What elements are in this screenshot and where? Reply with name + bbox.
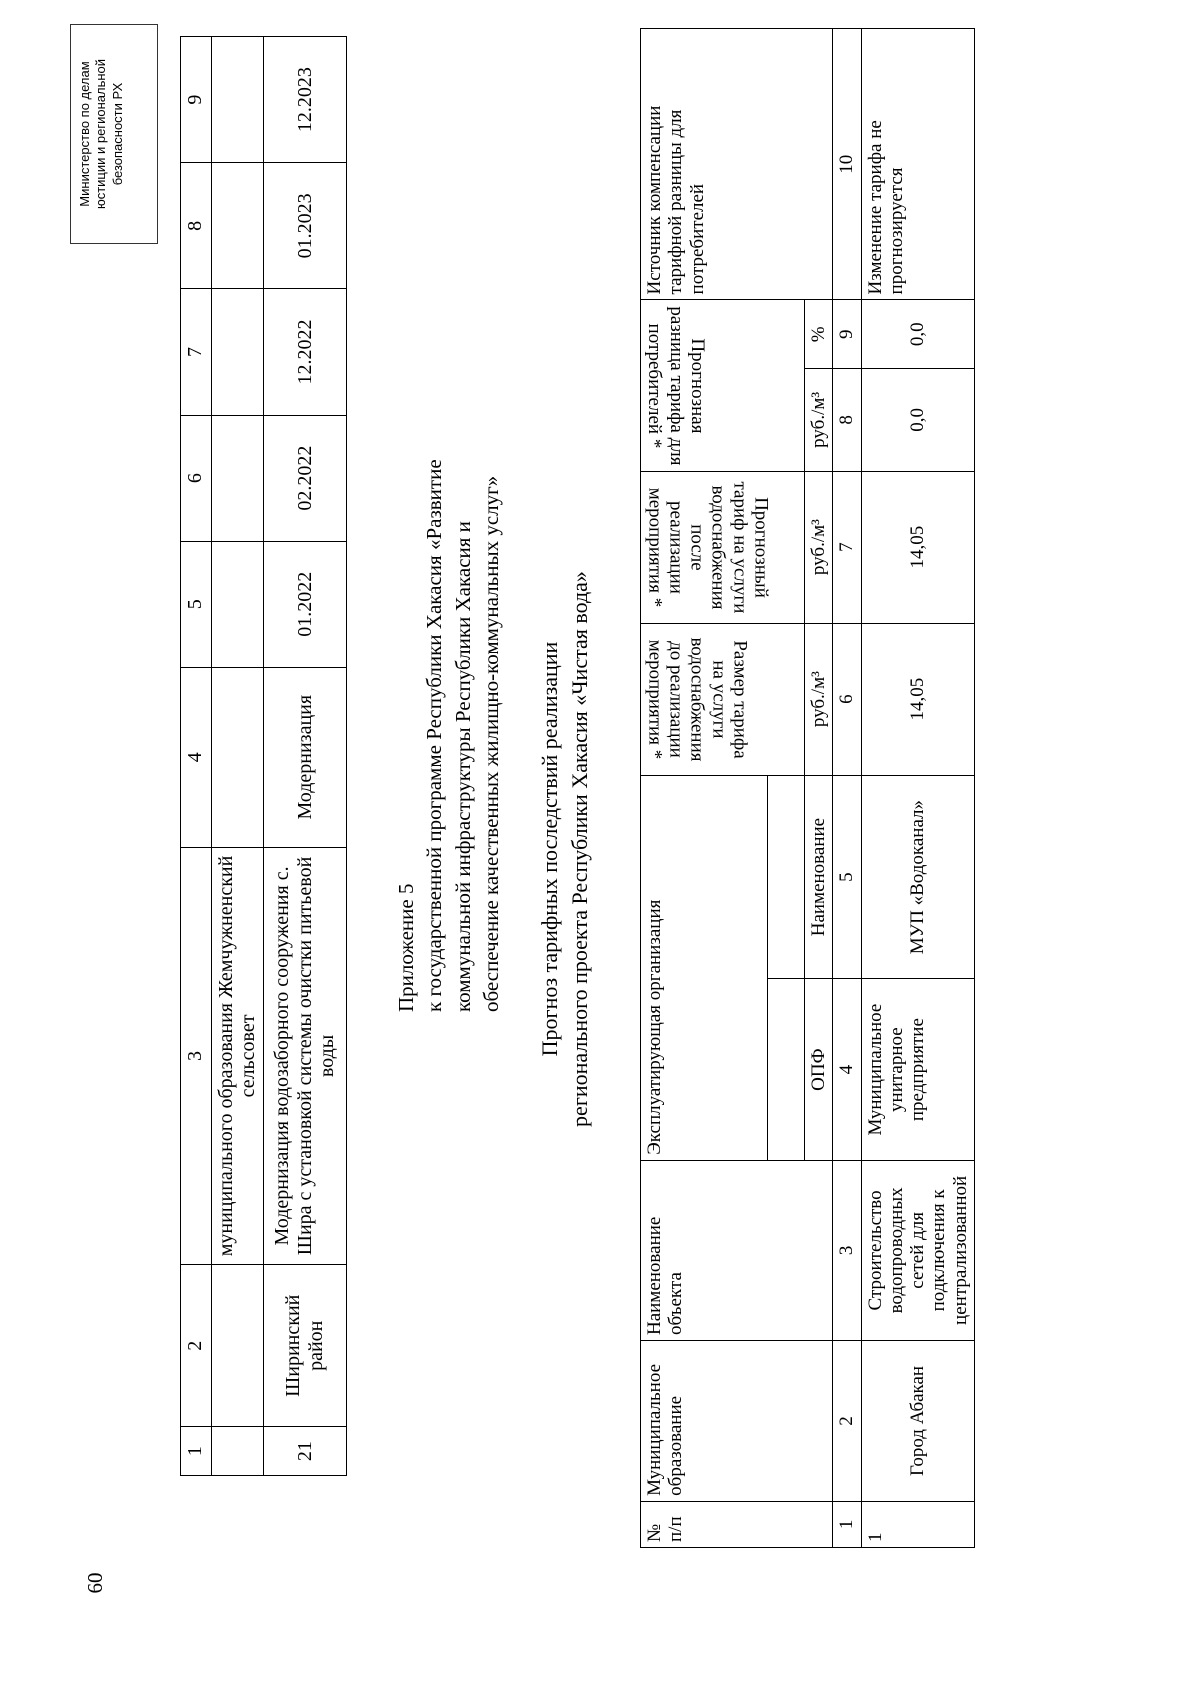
- column-number: 6: [833, 623, 861, 775]
- district: Ширинский район: [263, 1265, 346, 1427]
- work-type: Модернизация: [263, 667, 346, 847]
- annex-text: к государственной программе Республики Хакасия «Развитие: [422, 459, 447, 1012]
- date-cell: 12.2023: [263, 37, 346, 163]
- stamp-text: юстиции и региональной: [93, 58, 109, 210]
- organization-name: МУП «Водоканал»: [861, 775, 974, 979]
- object-name-continuation: муниципального образования Жемчужненский сельсовет: [212, 847, 264, 1265]
- tariff-before: 14,05: [861, 623, 974, 775]
- table-row: [212, 37, 264, 1476]
- column-number: 7: [833, 471, 861, 623]
- col-header: 4: [181, 667, 212, 847]
- header-opf: ОПФ: [805, 979, 833, 1160]
- date-cell: 12.2022: [263, 289, 346, 415]
- column-number: 9: [833, 300, 861, 369]
- header-name: Наименование: [805, 775, 833, 979]
- unit-label: руб./м³: [805, 623, 833, 775]
- table-row: [861, 29, 974, 1548]
- table-row: [263, 37, 346, 1476]
- tariff-table: [640, 28, 975, 1548]
- row-number: 1: [861, 1501, 974, 1547]
- header-row: [641, 29, 768, 1548]
- tariff-diff-pct: 0,0: [861, 300, 974, 369]
- col-header: 6: [181, 415, 212, 541]
- column-number: 1: [833, 1501, 861, 1547]
- column-number-row: [833, 29, 861, 1548]
- col-header: 8: [181, 163, 212, 289]
- document-title: [535, 0, 594, 1698]
- row-number: 21: [263, 1427, 346, 1476]
- tariff-after: 14,05: [861, 471, 974, 623]
- col-header: 5: [181, 541, 212, 667]
- unit-label: %: [805, 300, 833, 369]
- col-header: 2: [181, 1265, 212, 1427]
- page-number: 60: [83, 1572, 107, 1594]
- column-number: 2: [833, 1341, 861, 1502]
- unit-label: руб./м³: [805, 471, 833, 623]
- projects-table: [180, 36, 347, 1476]
- header-source: Источник компенсации тарифной разницы для потребителей: [641, 29, 833, 300]
- date-cell: 01.2023: [263, 163, 346, 289]
- annex-label: Приложение 5: [394, 883, 418, 1012]
- header-operator: Эксплуатирующая организация: [641, 775, 768, 1160]
- date-cell: 01.2022: [263, 541, 346, 667]
- unit-label: руб./м³: [805, 369, 833, 471]
- object-name: Строительство водопроводных сетей для подключения к централизованной: [861, 1160, 974, 1340]
- col-header: 3: [181, 847, 212, 1265]
- opf: Муниципальное унитарное предприятие: [861, 979, 974, 1160]
- header-tariff-after: Прогнозный тариф на услуги водоснабжения после реализации мероприятия *: [641, 471, 805, 623]
- col-header: 7: [181, 289, 212, 415]
- stamp-text: Министерство по делам: [77, 61, 92, 207]
- table-header-row: [181, 37, 212, 1476]
- title-line: Прогноз тарифных последствий реализации: [537, 641, 562, 1057]
- annex-text: обеспечение качественных жилищно-коммунальных услуг»: [479, 475, 504, 1012]
- col-header: 9: [181, 37, 212, 163]
- column-number: 5: [833, 775, 861, 979]
- date-cell: 02.2022: [263, 415, 346, 541]
- column-number: 8: [833, 369, 861, 471]
- annex-text: коммунальной инфраструктуры Республики Хакасия и: [450, 521, 475, 1012]
- header-num: № п/п: [641, 1501, 833, 1547]
- object-name: Модернизация водозаборного сооружения с. Шира с установкой системы очистки питьевой воды: [263, 847, 346, 1265]
- compensation-source: Изменение тарифа не прогнозируется: [861, 29, 974, 300]
- tariff-diff-rub: 0,0: [861, 369, 974, 471]
- col-header: 1: [181, 1427, 212, 1476]
- header-municipality: Муниципальное образование: [641, 1341, 833, 1502]
- title-line: регионального проекта Республики Хакасия «Чистая вода»: [566, 571, 592, 1127]
- header-tariff-before: Размер тарифа на услуги водоснабжения до реализации мероприятия *: [641, 623, 805, 775]
- header-object: Наименование объекта: [641, 1160, 833, 1340]
- column-number: 3: [833, 1160, 861, 1340]
- ministry-stamp: [70, 24, 158, 244]
- column-number: 4: [833, 979, 861, 1160]
- header-tariff-diff: Прогнозная разница тарифа для потребителей *: [641, 300, 805, 471]
- annex-heading: [392, 112, 505, 1012]
- stamp-text: безопасности РХ: [109, 82, 125, 186]
- municipality: Город Абакан: [861, 1341, 974, 1502]
- column-number: 10: [833, 29, 861, 300]
